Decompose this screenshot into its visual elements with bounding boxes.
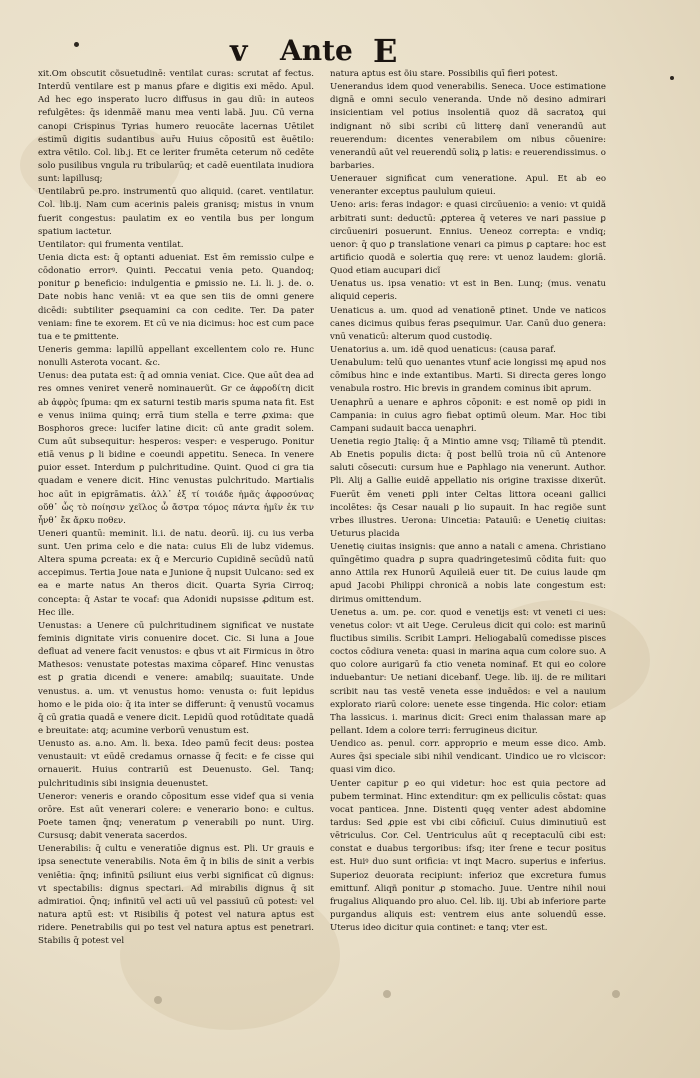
binding-hole [154,996,162,1004]
binding-hole [383,990,391,998]
gathering-signature: v [230,34,248,69]
page-header [0,30,700,70]
dictionary-entry: Uenusto as. a.no. Am. li. bexa. Ideo pamū fecit deus: postea venustauit: vt eūdē credamus ornasse q̄ fecit: e fe cisse qui ornauerit. Huius contrariū est Deuenusto. Gel. Tanq; pulchritudinis sibi insignia deuenustet. [38,739,314,789]
dictionary-entry: Ueneror: veneris e orando cōpositum esse videf qua si venia orōre. Est aūt venerari colere: e venerario bono: e cultus. Poete tamen q̄nq; veneratum ꝑ venerabili po nunt. Uirg. Cursusq; dabit venerata sacerdos. [38,791,314,842]
dictionary-entry: Uenetus a. um. pe. cor. quod e venetijs est: vt veneti ci ues: venetus color: vt ait Uege. Ceruleus dicit qui colo: est marinū fluctibus similis. Scribit Lampri. Heliogabalū comedisse pisces coctos cōdiura veneta: quasi in marina aqua cum colore suo. A quo colore aurigarū fa ctio veneta nominaf. Et qui eo colore induebantur: Ue netiani dicebanf. Uege. lib. iij. de re militari scribit nau tas vestē veneta esse induēdos: e vel a nauium explorato riarū colore: uenete esse tingenda. Hic color: etiam Tha lassicus. i. marinus dicit: Greci enim thalassan mare ap pellant. Idem a colore terri: ferrugineus dicitur. [330,607,606,737]
right-text-column [330,68,606,935]
dictionary-entry: Uenabulum: telū quo uenantes vtunf acie longissi mę apud nos cōmibus hinc e inde extantibus. Marti. Si directa geres longo venabula rostro. Hic brevis in grandem cominus ibit aprum. [330,358,606,395]
dictionary-entry: Uentilabrū pe.pro. instrumentū quo aliquid. (caret. ventilatur. Col. lib.ij. Nam cum acerinis paleis granisq; mistus in vnum fuerit congestus: paulatim ex eo ventila bus per longum spatium iactetur. [38,187,314,237]
dictionary-entry: Uenerauer significat cum veneratione. Apul. Et ab eo veneranter exceptus paululum quieui. [330,174,606,198]
dictionary-entry: natura aptus est õiu stare. Possibilis quī fieri potest. [330,69,558,79]
dictionary-entry: Uenerabilis: q̄ cultu e veneratiōe dignus est. Pli. Ur grauis e ipsa senectute venerabilis. Nota ēm q̄ in bilis de sinit a verbis veniētia: q̄nq; infinitū ꝑsiliunt eius verbi significat cū dignus: vt spectabilis: dignus spectari. Ad mirabilis dignus q̄ sit admiratioi. Q̄nq; infinitū vel acti uū vel passiuū cū potest: vel natura aptū est: vt Risibilis q̄ potest vel natura aptus est ridere. Penetrabilis qui po test vel natura aptus est penetrari. Stabilis q̄ potest vel [38,844,314,947]
dictionary-entry: Ueneri quantū: meminit. li.i. de natu. deorū. iij. cu ius verba sunt. Uen prima celo e die nata: cuius Eli de lubz videmus. Altera spuma ꝑcreata: ex q̄ e Mercurio Cupidinē secūdū natū accepimus. Tertia Joue nata e Junione q̄ nupsit Uulcano: sed ex ea e marte natus An theros dicit. Quarta Syria Cirroq; concepta: q̄ Astar te vocaf: qua Adonidi nupsisse ꝓditum est. Hec ille. [38,528,314,618]
dictionary-entry: Uenter capitur ꝑ eo qui videtur: hoc est quia pectore ad pubem terminat. Hinc extenditur: qm ex pelliculis cōstat: quas vocat panticea. Jnne. Distenti quęq venter adest abdomine tardus: Sed ꝓpie est vbi cibi cōficiuĩ. Cuius diminutiuū est vētriculus. Cor. Cel. Uentriculus aūt q receptaculū cibi est: constat e duabus tergoribus: ifsq; iter ſrene e tecur positus est. Huiꝰ duo sunt orificia: vt inqt Macro. superius e inferius. Superioz deuorata recipiunt: inferioz que excretura fumus emittunf. Aliqñ ponitur ꝓ stomacho. Juue. Uentre nihil noui frugalius Aliquando pro aluo. Cel. lib. iij. Ubi ab inferiore parte purgandus aliquis est: ventrem eius ante soluendū esse. Uterus ideo dicitur quia continet: e tanq; vter est. [330,778,606,934]
section-letter: E [373,32,398,70]
dictionary-entry: Uenaphrū a uenare e aphros cōponit: e est nomē op pidi in Campania: in cuius agro fiebat optimū oleum. Mar. Hoc tibi Campani sudauit bacca uenaphri. [330,397,606,434]
dictionary-entry: Ueneris gemma: lapillū appellant excellentem colo re. Hunc nonulli Asterota vocant. &c. [38,344,314,369]
dictionary-entry: xit.Om obscutit cõsuetudinē: ventilat curas: scrutat af fectus. Interdū ventilare est p manus ꝑfare e digitis exi mēdo. Apul. Ad hec ego insperato lucro diffusus in gau diū: in auteos refulgētes: q̄s idenmāẽ manu mea venti labã. Juu. Cū verna canopi Crispinus Tyrias humero reuocāte lacernas Uētilet estimū digitis sudantibus aur̄u Huius cōpositū est ẽuētilo: extra vētilo. Col. lib.j. Et ce leriter frumēta ceterum nõ cedēte solo pusilibus vngula ru tribularūq; et cadē euentilata inudiora sunt: lapillusq; [38,69,314,185]
dictionary-entry: Uenia dicta est: q̄ optanti adueniat. Est ēm remissio culpe e cōdonatio errorꝰ. Quinti. Peccatui venia peto. Quandoq; ponitur ꝑ beneficio: indulgentia e ꝑmissio ne. Li. li. j. de. o. Date nobis hanc veniã: vt ea que sen tiis de omni genere dicēdi: subtiliter ꝑsequamini ca con cedite. Ter. Da pater veniam: fine te exorem. Et cū ve nia dicimus: hoc est cum pace tua e te ꝑmittente. [38,252,314,342]
page-marker-dot [670,76,674,80]
dictionary-entry: Uenaticus a. um. quod ad venationē ꝑtinet. Unde ve naticos canes dicimus quibus feras ꝑsequimur. Uar. Canū duo genera: vnū venaticū: alterum quod custodię. [330,305,606,342]
dictionary-entry: Uenatorius a. um. idē quod uenaticus: (causa paraf. [330,344,556,355]
dictionary-entry: Uentilator: qui frumenta ventilat. [38,239,184,250]
dictionary-entry: Uenerandus idem quod venerabilis. Seneca. Uoce estimatione dignā e omni seculo veneranda. Unde nõ desino admirari insicientiam vel potius insolentiã quoz dã sacratoꝝ qui indignant nõ sibi scribi cū litterę danĩ venerandū aut reuerendum: dicentes venerabilem om nibus cōuenire: venerandū aūt vel reuerendū soliꝝ p latis: e reuerendissimus. o barbaries. [330,82,606,171]
dictionary-entry: Ueno: aris: feras indagor: e quasi circūuenio: a venio: vt quidã arbitrati sunt: deductū: ꝓpterea q̄ veteres ve nari passiue ꝑ circūueniri posuerunt. Ennius. Ueneoz correpta: e vndiq; uenor: q̄ quo ꝑ translatione venari ca pimus ꝑ captare: hoc est artificio quodã e solertia quę rere: vt uenoz laudem: gloriā. Quod etiam aucupari dicĩ [330,200,606,277]
dictionary-entry: Uenatus us. ipsa venatio: vt est in Ben. Lunq; (mus. venatu aliquid ceperis. [330,279,606,303]
dictionary-entry: Uenustas: a Uenere cū pulchritudinem significat ve nustate feminis dignitate viris conuenire docet. Cic. Si luna a Joue defluat ad venere facit venustos: e qbus vt ait Firmicus in õtro Mathesos: venustate potestas maxima cōparef. Hinc venustas est ꝑ gratia dicendi e venere: amabilq; suauitate. Unde venustus. a. um. vt venustus homo: venusta o: fuit lepidus homo e le pida oio: q̄ ita inter se differunt: q̄ venustū vocamus q̄ cū gratia quadā e venere dicit. Lepidū quod rotūditate quadā e breuitate: atq; acumine verborū venustum est. [38,620,314,737]
left-text-column [38,68,314,948]
dictionary-entry: Uenetię ciuitas insignis: que anno a natali c amena. Christiano quīngētimo quadra ꝑ supra quadringetesimū cōdita fuit: quo anno Attila rex Hunorū Aquileiã euer tit. De cuius laude qm apud Jacobi Philippi chronicã a nobis late congestum est: dirimus omittendum. [330,542,606,605]
dictionary-entry: Uenus: dea putata est: q̄ ad omnia veniat. Cice. Que aūt dea ad res omnes veniret venerē nominauerũt. Gr ce ἀφροδίτη dicit ab ἀφρὸς ſpuma: qm ex saturni testib maris spuma nata fit. Est e venus iniima quinq; errā tium stella e terre ꝓxima: que Bosphoros grece: lucifer latine dicit: cū ante gradit solem. Cum aūt subsequitur: hesperos: vesper: e vesperugo. Ponitur etiā venus ꝑ li bidine e coeundi appetitu. Seneca. In venere ꝑuior esset. Interdum ꝑ pulchritudine. Quint. Quod ci gra tia quadam e venere dicit. Hinc venustas pulchritudo. Martialis hoc aūt in epigrāmatis. ἀλλ᾽ ἐξ τί τοιάδε ἡμᾶς ἀφροσύνας οὔθ᾽ ὧς τὸ ποίησιν χεῖλος ὦ ἄστρα τόμος πάντα ἡμῖν ἐκ τιν ἦνθ᾽ ἔκ ἄρκυ ποθεν. [38,371,314,526]
dictionary-entry: Uendico as. penul. corr. approprio e meum esse dico. Amb. Aures q̄si speciale sibi nihil vendicant. Uindico ue ro vlciscor: quasi vim dico. [330,739,606,776]
binding-hole [612,990,620,998]
dictionary-entry: Uenetia regio Jtalię: q̄ a Mintio amne vsq; Tiliamē tũ ptendit. Ab Enetis populis dicta: q̄ post bellū troia nū cū Antenore saluti cōsecuti: cursum hue e Paphlago nia venerunt. Author. Pli. Alij a Gallie euidē appellatio nis origine traxisse dixerūt. Fuerūt ēm veneti ꝑpli inter Celtas littora oceani gallici incolētes: q̄s Cesar nauali ꝑ lio supauit. In hac regiõe sunt vrbes illustres. Uerona: Uincetia: Patauiū: e Uenetię ciuitas: Ueturus placida [330,436,606,539]
running-headword: Ante [280,34,353,67]
